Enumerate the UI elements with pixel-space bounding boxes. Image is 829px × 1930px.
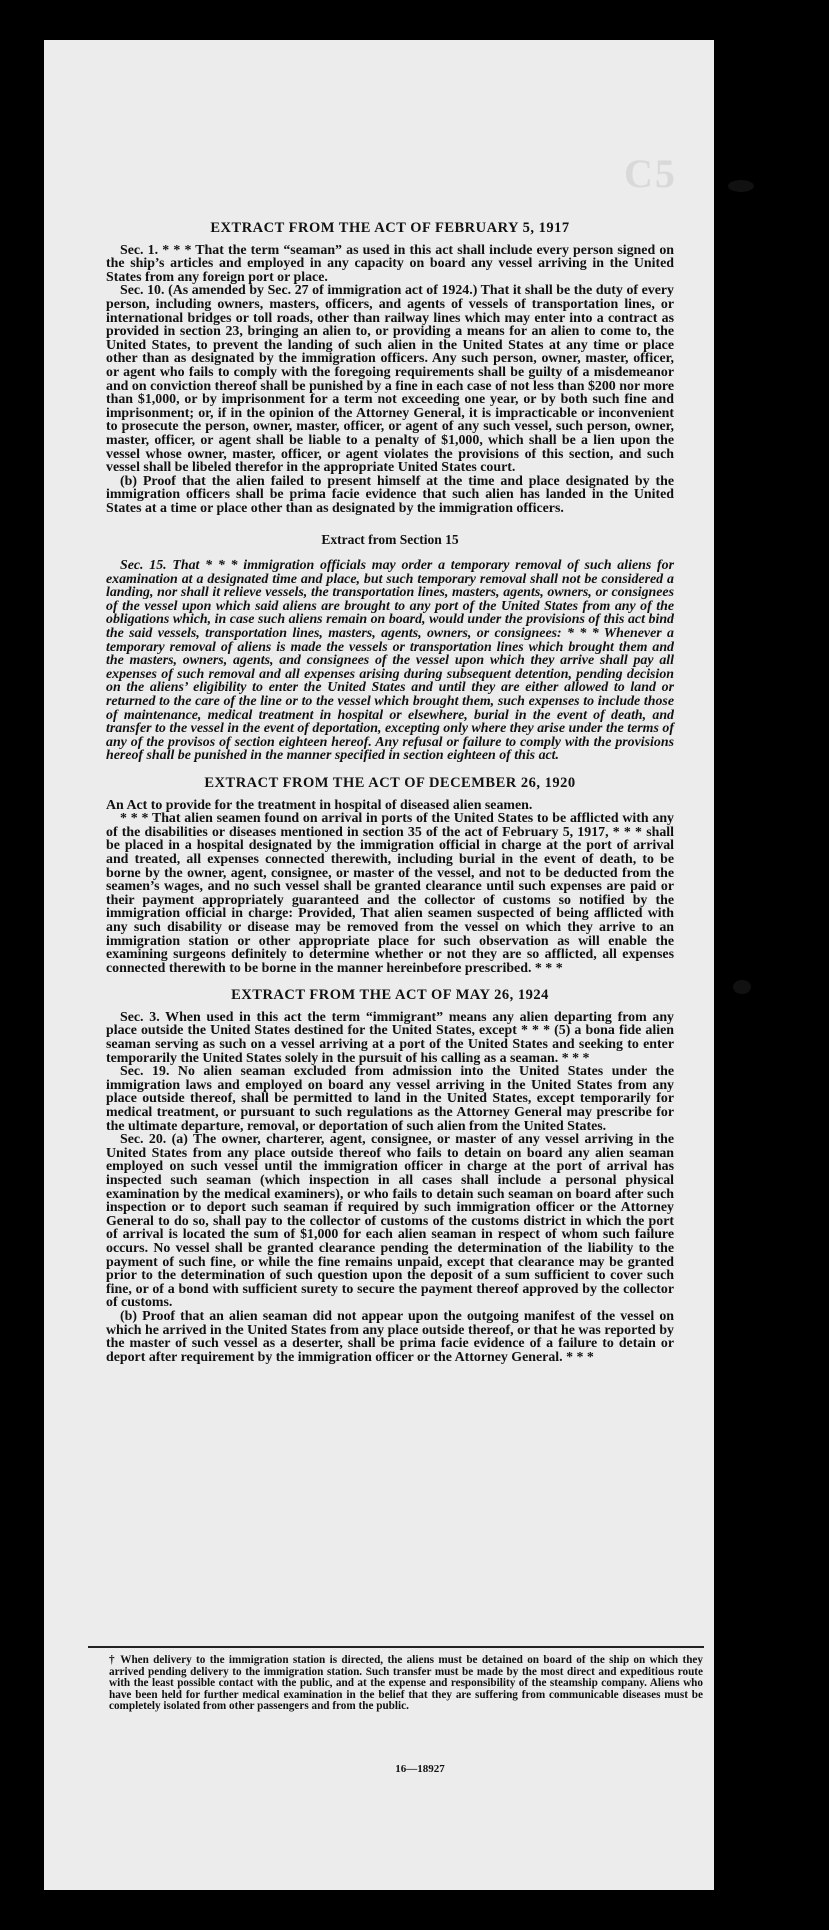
page-mark: C5 — [624, 151, 677, 196]
section-heading-1924: EXTRACT FROM THE ACT OF MAY 26, 1924 — [231, 987, 549, 1004]
paragraph-sec-10-b: (b) Proof that the alien failed to present himself at the time and place designated by the immigration officers shall be prima facie evidence that such alien has landed in the United States at a time or place other than as designated by the immigration officers. — [106, 473, 674, 516]
paragraph-sec-15: Sec. 15. That * * * immigration officials may order a temporary removal of such aliens for examination at a designated time and place, but such temporary removal shall not be considered a landing, nor shall it relieve vessels, the transportation lines, masters, agents, owners, or consignees of the vessel upon which said aliens are brought to any port of the United States from any of the obligations which, in case such aliens remain on board, would under the provisions of this act bind the said vessels, transportation lines, masters, agents, owners, or consignees: * * * Whenever a temporary removal of aliens is made the vessels or transportation lines which brought them and the masters, owners, agents, and consignees of the vessel upon which they arrive shall pay all expenses of such removal and all expenses arising during subsequent detention, pending decision on the aliens’ eligibility to enter the United States and until they are either allowed to land or returned to the care of the line or to the vessel which brought them, such expenses to include those of maintenance, medical treatment in hospital or elsewhere, burial in the event of death, and transfer to the vessel in the event of deportation, excepting only where they arise under the terms of any of the provisos of section eighteen hereof. Any refusal or failure to comply with the provisions hereof shall be punished in the manner specified in section eighteen of this act. — [106, 558, 674, 764]
paragraph-sec-19: Sec. 19. No alien seaman excluded from admission into the United States under the immigration laws and employed on board any vessel arriving in the United States from any place outside thereof, shall be permitted to land in the United States, except temporarily for medical treatment, or pursuant to such regulations as the Attorney General may prescribe for the ultimate departure, removal, or deportation of such alien from the United States. — [106, 1064, 674, 1134]
footnote-divider — [88, 1646, 704, 1648]
paragraph-sec-10: Sec. 10. (As amended by Sec. 27 of immigration act of 1924.) That it shall be the duty of every person, including owners, masters, officers, and agents of vessels of transportation lines, or international bridges or toll roads, other than railway lines which may enter into a contract as provided in section 23, bringing an alien to, or providing a means for an alien to come to, the United States, to prevent the landing of such alien in the United States at any time or place other than as designated by the immigration officers. Any such person, owner, master, officer, or agent who fails to comply with the foregoing requirements shall be guilty of a misdemeanor and on conviction thereof shall be punished by a fine in each case of not less than $200 nor more than $1,000, or by imprisonment for a term not exceeding one year, or by both such fine and imprisonment; or, if in the opinion of the Attorney General, it is impracticable or inconvenient to prosecute the person, owner, master, officer, or agent of any such vessel, such person, owner, master, officer, or agent shall be liable to a penalty of $1,000, which shall be a lien upon the vessel whose owner, master, officer, or agent violates the provisions of this section, and such vessel shall be libeled therefor in the appropriate United States court. — [106, 283, 674, 476]
ink-blot-top-right — [728, 180, 754, 192]
page-code: 16—18927 — [395, 1763, 445, 1775]
ink-blot-middle-right — [733, 980, 751, 994]
paragraph-sec-20-a: Sec. 20. (a) The owner, charterer, agent, consignee, or master of any vessel arriving in the United States from any place outside thereof who fails to detain on board any alien seaman employed on such vessel until the immigration officer in charge at the port of arrival has inspected such seaman (which inspection in all cases shall include a personal physical examination by the medical examiners), or who fails to detain such seaman on board after such inspection or to deport such seaman if required by such immigration officer or the Attorney General to do so, shall pay to the collector of customs of the customs district in which the port of arrival is located the sum of $1,000 for each alien seaman in respect of whom such failure occurs. No vessel shall be granted clearance pending the determination of the liability to the payment of such fine, or while the fine remains unpaid, except that clearance may be granted prior to the determination of such question upon the deposit of a sum sufficient to cover such fine, or of a bond with sufficient surety to secure the payment thereof approved by the collector of customs. — [106, 1132, 674, 1311]
footnote: † When delivery to the immigration station is directed, the aliens must be detained on board of the ship on which they arrived pending delivery to the immigration station. Such transfer must be made by the most direct and expeditious route with the least possible contact with the public, and at the expense and responsibility of the steamship company. Aliens who have been held for further medical examination in the belief that they are suffering from communicable diseases must be completely isolated from other passengers and from the public. — [109, 1654, 703, 1713]
paragraph-sec-3: Sec. 3. When used in this act the term “immigrant” means any alien departing from any place outside the United States destined for the United States, except * * * (5) a bona fide alien seaman serving as such on a vessel arriving at a port of the United States and seeking to enter temporarily the United States solely in the pursuit of his calling as a seaman. * * * — [106, 1009, 674, 1066]
paragraph-act-title-1920: An Act to provide for the treatment in hospital of diseased alien seamen. — [106, 797, 533, 813]
section-heading-1917: EXTRACT FROM THE ACT OF FEBRUARY 5, 1917 — [210, 220, 570, 236]
document-body — [106, 222, 674, 1364]
section-heading-section-15: Extract from Section 15 — [321, 532, 459, 548]
paragraph-sec-20-b: (b) Proof that an alien seaman did not appear upon the outgoing manifest of the vessel on which he arrived in the United States from any place outside thereof, or that he was reported by the master of such vessel as a deserter, shall be prima facie evidence of a failure to detain or deport after requirement by the immigration officer or the Attorney General. * * * — [106, 1308, 674, 1365]
paragraph-1920-body: * * * That alien seamen found on arrival in ports of the United States to be afflicted with any of the disabilities or diseases mentioned in section 35 of the act of February 5, 1917, * * * shall be placed in a hospital designated by the immigration official in charge at the port of arrival and treated, all expenses connected therewith, including burial in the event of death, to be borne by the owner, agent, consignee, or master of the vessel, and not to be deducted from the seamen’s wages, and no such vessel shall be granted clearance until such expenses are paid or their payment appropriately guaranteed and the collector of customs so notified by the immigration official in charge: Provided, That alien seamen suspected of being afflicted with any such disability or disease may be removed from the vessel on which they arrive to an immigration station or other appropriate place for such observation as will enable the examining surgeons definitely to determine whether or not they are so afflicted, all expenses connected therewith to be borne in the manner hereinbefore prescribed. * * * — [106, 811, 674, 976]
document-page — [44, 40, 714, 1890]
section-heading-1920: EXTRACT FROM THE ACT OF DECEMBER 26, 1920 — [204, 774, 576, 791]
paragraph-sec-1: Sec. 1. * * * That the term “seaman” as used in this act shall include every person signed on the ship’s articles and employed in any capacity on board any vessel arriving in the United States from any foreign port or place. — [106, 242, 674, 285]
